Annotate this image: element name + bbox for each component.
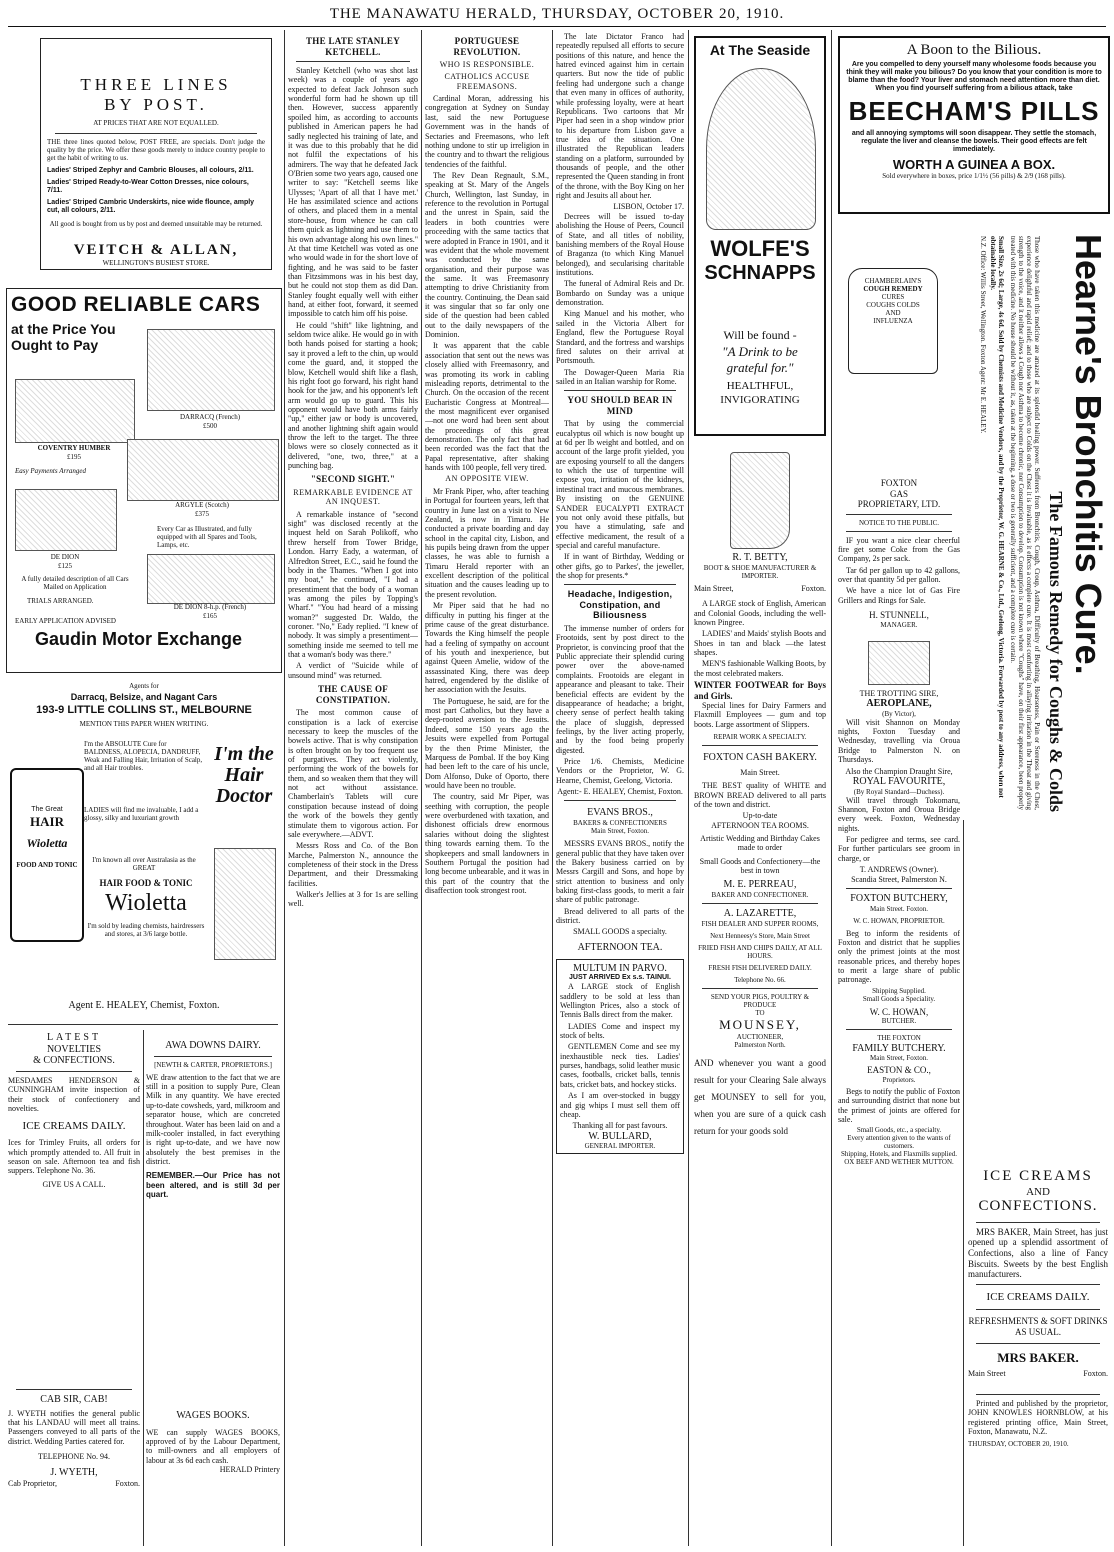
- lazarette-fish: FRIED FISH AND CHIPS DAILY, AT ALL HOURS.: [698, 943, 822, 961]
- hearne-body: Those who have taken this medicine are amazed at its splendid healing power. Sufferers from Bronchitis, Cough, Croup, Asthma, Difficulty of Breathing, Hoarseness, Pain or Soreness in the Chest, experience delightful and rapid relief; and to those who are subject to Colds on the Chest it is invaluable, as it effects a complete cure. It is most comforting in allaying irritation in the Throat and giving strength to the voice, and it neither allows a Cough nor Asthma to become chronic, nor Consumption to develop. Consumption is not known where "Coughs" have, on their first appearance, been properly treated with this medicine. No house should be without it, as, taken at the beginning, a dose or two is generally sufficient, and a complete cure is certain.: [1008, 236, 1041, 810]
- car5-price: £165: [203, 612, 217, 620]
- bakery-role: BAKER AND CONFECTIONER.: [711, 891, 809, 900]
- ice-1: ICE CREAMS: [983, 1168, 1093, 1184]
- cab-sign: [8, 1479, 140, 1488]
- latest-title-3: & CONFECTIONS.: [33, 1055, 115, 1067]
- beecham-intro: Are you compelled to deny yourself many wholesome foods because you think they will make you bilious? Do you know that your condition is more to blame than the food? Your liver and stomach need attention more than diet. When you find yourself suffering from a bilious attack, take: [846, 61, 1102, 93]
- beecham-body: and all annoying symptoms will soon disappear. They settle the stomach, regulate the liver and cleanse the bowels. Their good effects are felt immediately.: [851, 130, 1097, 154]
- portugal-para-1: Cardinal Moran, addressing his congregation at Sydney on Sunday last, said the new Portuguese Government was in the hands of Sectaries and Freemasons, who left nothing undone to stir up irreligion in the country and to thwart the religious tendencies of the faithful.: [425, 94, 549, 169]
- butchery-small-goods: Small Goods a Speciality.: [862, 994, 936, 1003]
- wages-title: WAGES BOOKS.: [176, 1410, 250, 1421]
- lazarette-delivered: FRESH FISH DELIVERED DAILY.: [708, 964, 812, 973]
- divider: [702, 988, 818, 989]
- multum-name: W. BULLARD,: [588, 1130, 652, 1142]
- family-5: Proprietors.: [882, 1075, 916, 1084]
- news-column-5: [556, 32, 684, 1546]
- beecham-worth: WORTH A GUINEA A BOX.: [892, 157, 1056, 173]
- gas-3: PROPRIETARY, LTD.: [857, 499, 941, 510]
- lisbon-para-1: The late Dictator Franco had repeatedly repulsed all efforts to secure positions of this nature, and hence the hatred evinced against him in certain quarters. But now the tide of public feeling had undergone such a change that even many in offices of authority, while professing loyalty, were at heart Republicans. Two cartoons that Mr Piper had seen in a shop window prior to his departure from Lisbon gave a true idea of the situation. One illustrated the Republican leaders standing on a platform, surrounded by thousands of people, and the other represented the Queen standing in front of the throne, with the Boy King on her right and Jesuits all about her.: [556, 32, 684, 201]
- mounsey-town: Palmerston North.: [734, 1040, 786, 1049]
- cham-4: COUGHS COLDS: [866, 301, 920, 310]
- butchery-para: Beg to inform the residents of Foxton and district that he supplies only the primest joints at the most reasonable prices, and thereby hopes to merit a large share of public patronage.: [838, 928, 960, 985]
- second-sight-para-1: A remarkable instance of "second sight" was disclosed recently at the inquest held on Sarah Polikoff, who threw herself from Tower Bridge, London. Harry Eady, a waterman, of Alfredton Street, E.C., said he found the body in the Thames. "When I got into my boat," he continued, "I had a presentiment that the body of a woman was among the piles by Topping's Wharf." "You had heard of a missing woman?" suggested Dr. Waldo, the coroner. "No," Eady replied. "I knew of nobody. It was simply a presentiment—something inside me seemed to tell me that a woman's body was there.": [288, 509, 418, 660]
- latest-body: MESDAMES HENDERSON & CUNNINGHAM invite inspection of their stock of confectionery and novelties.: [8, 1076, 140, 1114]
- divider: [846, 1029, 952, 1030]
- cars-headline: GOOD RELIABLE CARS: [11, 293, 261, 316]
- news-column-8: [968, 1168, 1108, 1548]
- butchery-owner: W. C. HOWAN, PROPRIETOR.: [853, 916, 945, 925]
- seaside-couple-illustration: [706, 68, 816, 230]
- cham-3: CURES: [881, 293, 905, 302]
- divider: [846, 531, 952, 532]
- ice-7: MRS BAKER.: [997, 1350, 1079, 1366]
- ross-para: Messrs Ross and Co. of the Bon Marche, Palmerston N., announce the completeness of their stock in the Dress Department, and their Dressmaking facilities.: [288, 841, 418, 888]
- gas-para-2: Tar 6d per gallon up to 42 gallons, over that quantity 5d per gallon.: [838, 565, 960, 585]
- family-8: Every attention given to the wants of customers.: [847, 1134, 951, 1151]
- opposite-para-1: Mr Frank Piper, who, after teaching in Portugal for fourteen years, left that country in June last on a visit to New Zealand, is now in Timaru. He conducted a private boarding and day school in the capital city, Lisbon, and his pupils being drawn from the upper classes, he was able to furnish a Timaru Herald reporter with an excellent description of the political situation and the causes leading up to the present revolution.: [425, 486, 549, 599]
- imprint-date: THURSDAY, OCTOBER 20, 1910.: [968, 1440, 1069, 1449]
- frootoids-para-2: Price 1/6. Chemists, Medicine Vendors or the Proprietor, W. G. Hearne, Chemist, Geelong, Victoria.: [556, 757, 684, 785]
- butchery-role: BUTCHER.: [881, 1017, 917, 1026]
- divider: [564, 390, 676, 391]
- awa-sub: [NEWTH & CARTER, PROPRIETORS.]: [154, 1060, 272, 1069]
- car-illustration-darracq: [147, 329, 275, 411]
- gas-role: MANAGER.: [880, 620, 918, 629]
- butchery-name: FOXTON BUTCHERY,: [850, 892, 948, 904]
- car1-label: DARRACQ (French): [179, 413, 241, 421]
- butchery-street: Main Street. Foxton.: [870, 904, 928, 913]
- frootoids-para-1: The immense number of orders for Frootoids, sent by post direct to the Proprietor, is convincing proof that the Public appreciate their splendid curing power over the above-named complaints. Frootoids are elegant in appearance and pleasant to take. Their beneficial effects are evident by the disappearance of headache; a bright, cheery sense of perfect health taking the place of sluggish, depressed feelings, by the liver acting properly, and by the food being properly digested.: [556, 623, 684, 755]
- family-para: Begs to notify the public of Foxton and surrounding district that none but the primest of joints are offered for sale.: [838, 1086, 960, 1124]
- ice-8: [968, 1369, 1108, 1378]
- multum-para-3: GENTLEMEN Come and see my inexhaustible neck ties. Ladies' purses, handbags, solid leather music cases, footballs, cricket balls, tennis bats, cricket bats, and hockey sticks.: [560, 1042, 680, 1089]
- seaside-title: At The Seaside: [709, 42, 811, 58]
- news-column-3: [288, 32, 418, 1546]
- bakery-uptodate: Up-to-date: [742, 811, 778, 821]
- trot-address: Scandia Street, Palmerston N.: [851, 874, 947, 884]
- mounsey-send: SEND YOUR PIGS, POULTRY & PRODUCE: [710, 993, 810, 1010]
- ketchell-para-2: He could "shift" like lightning, and seldom twice alike. He would go in with both hands poised for starting a hook; say it proved a left to the chin, up would come the guard, and, it stopped the blow, Ketchell would shift like a flash, his right foot go forward, his right hand hook for the jaw, and his opponent's left arm would go up to guard. This his opponent would have both arms fairly "up," either jaw or body is uncovered, and another lightning shift again would throw the left to the target. The three blows were so closely connected as it delivered, "one, two, three," at a punching bag.: [288, 320, 418, 471]
- column-rule: [688, 30, 689, 1546]
- ice-para: MRS BAKER, Main Street, has just opened up a splendid assortment of Confections, also a line of Fancy Biscuits. Sweets by the best English manufacturers.: [968, 1226, 1108, 1280]
- betty-trade: BOOT & SHOE MANUFACTURER & IMPORTER.: [703, 563, 817, 580]
- lisbon-para-3: The funeral of Admiral Reis and Dr. Bombardo on Sunday was a unique demonstration.: [556, 279, 684, 308]
- column-rule: [831, 30, 832, 1546]
- portugal-sub-2: CATHOLICS ACCUSE FREEMASONS.: [444, 72, 530, 91]
- wioletta-agent: Agent E. HEALEY, Chemist, Foxton.: [68, 1000, 220, 1011]
- butchery-sign: W. C. HOWAN,: [869, 1006, 929, 1017]
- cab-name: J. WYETH,: [50, 1467, 98, 1479]
- mounsey-name: MOUNSEY,: [719, 1017, 801, 1033]
- betty-address-street: Main Street,: [694, 583, 734, 593]
- awa-title: AWA DOWNS DAIRY.: [165, 1040, 261, 1051]
- bakery-para-1: THE BEST quality of WHITE and BROWN BREAD delivered to all parts of the town and district.: [694, 781, 826, 809]
- family-3: Main Street, Foxton.: [870, 1054, 928, 1063]
- gaudin-motor-ad: [6, 288, 282, 673]
- divider: [976, 1284, 1100, 1285]
- cham-6: INFLUENZA: [873, 317, 913, 326]
- evans-name: EVANS BROS.,: [587, 807, 653, 819]
- evans-tea: AFTERNOON TEA.: [577, 941, 663, 953]
- car-illustration-dedion: [15, 489, 117, 551]
- lisbon-para-4: King Manuel and his mother, who sailed in the Victoria Albert for England, flew the Portuguese Royal Standard, and the fortress and warships fired salutes on their arrival at Portsmouth.: [556, 309, 684, 366]
- trotting-horse-illustration: [868, 641, 930, 685]
- ice-8-street: Main Street: [968, 1368, 1006, 1378]
- divider: [976, 1309, 1100, 1310]
- hair-doctor-figure: [214, 848, 276, 960]
- family-4: EASTON & CO.,: [867, 1065, 931, 1076]
- wioletta-name: Wioletta: [105, 890, 187, 916]
- divider: [702, 745, 818, 746]
- hair-bottle-illustration: [10, 768, 84, 942]
- frootoids-agent: Agent:- E. HEALEY, Chemist, Foxton.: [557, 787, 683, 797]
- lisbon-para-2: Decrees will be issued to-day abolishing the House of Peers, Council of State, and all titles of nobility, banishing members of the Royal House of Braganza (to which King Manuel belonged), and secularising charitable institutions.: [556, 211, 684, 277]
- trot-2: AEROPLANE,: [866, 698, 932, 710]
- cab-body: J. WYETH notifies the general public that his LANDAU will meet all trains. Passengers conveyed to all parts of the district. Wedding Parties catered for.: [8, 1408, 140, 1446]
- divider: [154, 1056, 272, 1057]
- wages-books-ad: [146, 1410, 280, 1545]
- wolfe-line-1: Will be found -: [723, 328, 797, 342]
- column-rule: [421, 30, 422, 1546]
- divider: [55, 133, 257, 134]
- multum-para-2: LADIES Come and inspect my stock of belts.: [560, 1021, 680, 1041]
- gaudin-mention: MENTION THIS PAPER WHEN WRITING.: [79, 720, 209, 728]
- divider: [564, 584, 676, 585]
- veitch-tagline: WELLINGTON'S BUSIEST STORE.: [102, 259, 210, 268]
- cab-ad: [8, 1385, 140, 1545]
- car4-price: £125: [58, 562, 72, 570]
- opposite-para-2: Mr Piper said that he had no difficulty in putting his finger at the prime cause of the great disturbance. Towards the King himself the people had a feeling of sympathy on account of his youth and inexperience, but against Queen Amelie, widow of the assassinated King, there was deep hatred, engendered by the dislike of her association with the Jesuits.: [425, 601, 549, 695]
- divider: [976, 1394, 1100, 1395]
- bakery-cakes: Artistic Wedding and Birthday Cakes made to order: [700, 834, 820, 853]
- bakery-name: FOXTON CASH BAKERY.: [703, 752, 817, 764]
- lazarette-trade: FISH DEALER AND SUPPER ROOMS,: [701, 919, 819, 928]
- family-10: OX BEEF AND WETHER MUTTON.: [844, 1158, 954, 1167]
- trot-7: (By Royal Standard—Duchess).: [853, 787, 945, 796]
- hearne-sub: The Famous Remedy for Coughs & Colds: [1046, 491, 1066, 812]
- car5-label: DE DION 8-h.p. (French): [173, 603, 247, 611]
- family-1: THE FOXTON: [877, 1034, 921, 1043]
- butchery-shipping: Shipping Supplied.: [872, 986, 926, 995]
- wolfe-schnapps: SCHNAPPS: [704, 262, 816, 284]
- opposite-view-headline: AN OPPOSITE VIEW.: [445, 474, 529, 484]
- multum-title: MULTUM IN PARVO.: [573, 962, 667, 974]
- divider: [16, 1389, 132, 1390]
- latest-ice: ICE CREAMS DAILY.: [22, 1119, 126, 1132]
- portugal-headline: PORTUGUESE REVOLUTION.: [453, 36, 521, 57]
- betty-address-town: Foxton.: [801, 583, 826, 593]
- wages-sign: HERALD Printery: [219, 1465, 280, 1475]
- multum-thanks: Thanking all for past favours.: [572, 1121, 668, 1131]
- ice-6: REFRESHMENTS & SOFT DRINKS AS USUAL.: [968, 1316, 1108, 1337]
- veitch-line-1: Ladies' Striped Zephyr and Cambric Blouses, all colours, 2/11.: [47, 167, 254, 175]
- wioletta-known: I'm known all over Australasia as the GREAT: [92, 856, 196, 873]
- column-rule: [143, 1030, 144, 1546]
- hearne-nz: N.Z. Office: Willis Street, Wellington. Foxton Agent: Mr E. HEALEY.: [978, 236, 987, 434]
- family-2: FAMILY BUTCHERY.: [852, 1042, 946, 1054]
- gaudin-firm: Gaudin Motor Exchange: [35, 629, 243, 649]
- latest-title-2: NOVELTIES: [46, 1043, 102, 1055]
- cars-sub-2: Ought to Pay: [11, 337, 99, 353]
- boot-illustration: [730, 452, 790, 549]
- awa-downs-dairy-ad: [146, 1040, 280, 1340]
- betty-para-2: LADIES' and Maids' stylish Boots and Shoes in tan and black —the latest shapes.: [694, 629, 826, 657]
- cham-1: CHAMBERLAIN'S: [864, 277, 922, 285]
- bottle-label-1: The Great: [31, 806, 63, 813]
- portugal-sub-1: WHO IS RESPONSIBLE.: [439, 60, 535, 70]
- veitch-note: All good is bought from us by post and deemed unsuitable may be returned.: [49, 220, 263, 229]
- latest-call: GIVE US A CALL.: [42, 1179, 106, 1189]
- latest-novelties-ad: [8, 1032, 140, 1362]
- column-rule: [963, 820, 964, 1546]
- evans-bread: Bread delivered to all parts of the district.: [556, 906, 684, 926]
- lazarette-tel: Telephone No. 66.: [734, 976, 786, 985]
- car3-price: £375: [195, 510, 209, 518]
- bottle-label-3: Wioletta: [26, 836, 68, 851]
- gas-1: FOXTON: [880, 478, 918, 488]
- veitch-line-3: Ladies' Striped Cambric Underskirts, nice wide flounce, amply cut, all colours, 2/11.: [47, 199, 255, 215]
- column-rule: [284, 30, 285, 1546]
- trot-para-2: Will travel through Tokomaru, Shannon, Foxton and Oroua Bridge every week. Foxton, Wednesday nights.: [838, 795, 960, 833]
- multum-sub: JUST ARRIVED Ex s.s. TAINUI.: [569, 974, 671, 982]
- evans-trade: BAKERS & CONFECTIONERS: [573, 819, 667, 828]
- news-column-7: [838, 478, 960, 1544]
- cham-5: AND: [885, 309, 901, 318]
- lisbon-para-5: The Dowager-Queen Maria Ria sailed in an Italian warship for Rome.: [556, 367, 684, 386]
- car4-label: DE DION: [50, 553, 80, 561]
- bear-in-mind-para: That by using the commercial eucalyptus oil which is now bought up at 6d per lb weight and bottled, and on account of the large profit yielded, you are exposing yourself to all the dangers to which the use of turpentine will expose you, irritation of the kidneys, intestinal tract and mucous membranes. By insisting on the GENUINE SANDER EUCALYPTI EXTRACT you not only avoid these pitfalls, but you have a stimulating, safe and effective medicament, the result of a special and careful manufacture.: [556, 419, 684, 550]
- beecham-sold: Sold everywhere in boxes, price 1/1½ (56 pills) & 2/9 (168 pills).: [882, 172, 1066, 181]
- multum-para-1: A LARGE stock of English saddlery to be sold at less than Wellington Prices, also a stock of Tennis Balls direct from the maker.: [560, 982, 680, 1020]
- wioletta-ladies: LADIES will find me invaluable, I add a glossy, silky and luxuriant growth: [84, 806, 199, 823]
- ketchell-headline: THE LATE STANLEY KETCHELL.: [306, 36, 400, 57]
- gas-para-3: We have a nice lot of Gas Fire Grillers and Rings for Sale.: [838, 586, 960, 605]
- trot-3: (By Victor),: [882, 709, 916, 718]
- equipped-note: Every Car as Illustrated, and fully equipped with all Spares and Tools, Lamps, etc.: [157, 525, 257, 550]
- ice-8-town: Foxton.: [1083, 1368, 1108, 1378]
- trials-note: TRIALS ARRANGED.: [27, 597, 94, 605]
- wolfes-schnapps-ad: [694, 36, 826, 436]
- early-application: EARLY APPLICATION ADVISED: [15, 617, 116, 625]
- wolfe-line-2: "A Drink to be: [722, 344, 798, 359]
- frootoids-headline: Headache, Indigestion, Constipation, and Biliousness: [567, 589, 673, 621]
- news-column-6: [694, 552, 826, 1542]
- multum-para-4: As I am over-stocked in buggy and gig whips I must sell them off cheap.: [560, 1091, 680, 1119]
- trot-para-1: Will visit Shannon on Monday nights, Foxton Tuesday and Wednesday, travelling via Oroua Bridge to Palmerston N. on Thursdays.: [838, 717, 960, 765]
- bakery-small-goods: Small Goods and Confectionery—the best in town: [699, 856, 821, 876]
- wioletta-lead: I'm the ABSOLUTE Cure for BALDNESS, ALOPECIA, DANDRUFF, Weak and Falling Hair, Irritation of Scalp, and all Hair troubles.: [84, 740, 203, 773]
- second-sight-para-2: A verdict of "Suicide while of unsound mind" was returned.: [288, 661, 418, 680]
- trot-6: ROYAL FAVOURITE,: [852, 775, 946, 787]
- easy-payments: Easy Payments Arranged: [15, 467, 87, 475]
- car2-label: COVENTRY HUMBER: [37, 444, 111, 452]
- beecham-name: BEECHAM'S PILLS: [848, 96, 1100, 127]
- veitch-title-2: BY POST.: [104, 95, 208, 114]
- bear-in-mind-headline: YOU SHOULD BEAR IN MIND: [567, 395, 673, 416]
- hr: [8, 1024, 278, 1025]
- betty-para-3: MEN'S fashionable Walking Boots, by the most celebrated makers.: [694, 659, 826, 678]
- veitch-subtitle: AT PRICES THAT ARE NOT EQUALLED.: [93, 119, 219, 127]
- car1-price: £500: [203, 422, 217, 430]
- cars-sub-1: at the Price You: [11, 321, 116, 337]
- lazarette-address: Next Henneesy's Store, Main Street: [710, 931, 810, 940]
- wolfe-line-4: HEALTHFUL,: [726, 380, 794, 392]
- opposite-para-3: The Portuguese, he said, are for the most part Catholics, but they have a deep-rooted aversion to the Jesuits. Indeed, some 150 years ago the Jesuits were expelled from Portugal by the then Prime Minister, the Marquess de Pombal. If the boy King had been left to the care of his uncle, Dom Alfonso, Duke of Oporto, there would have been no trouble.: [425, 696, 549, 790]
- latest-body-2: Ices for Trimley Fruits, all orders for which promptly attended to. All fruit in season on sale. Afternoon tea and fish suppers. Telephone No. 36.: [8, 1138, 140, 1176]
- betty-winter: WINTER FOOTWEAR for Boys and Girls.: [694, 680, 826, 701]
- car-illustration-humber: [15, 379, 135, 443]
- opposite-para-4: The country, said Mr Piper, was seething with corruption, the people were overburdened with taxation, and dishonest officials drew enormous salaries without doing the slightest thing towards earning them. To the shopkeepers and small landowners in Southern Portugal the position had long become unbearable, and it was in this part of the country that the disaffection took strongest root.: [425, 792, 549, 895]
- bakery-tearooms: AFTERNOON TEA ROOMS.: [711, 820, 809, 830]
- constipation-headline: THE CAUSE OF CONSTIPATION.: [315, 684, 391, 705]
- veitch-title-1: THREE LINES: [80, 75, 232, 94]
- trot-5: Also the Champion Draught Sire,: [845, 766, 953, 776]
- trot-para-3: For pedigree and terms, see card. For further particulars see groom in charge, or: [838, 835, 960, 863]
- cham-2: COUGH REMEDY: [863, 285, 923, 294]
- wioletta-sold: I'm sold by leading chemists, hairdressers and stores, at 3/6 large bottle.: [87, 922, 205, 939]
- cab-sign-2: Foxton.: [115, 1479, 140, 1489]
- car2-price: £195: [67, 453, 81, 461]
- divider: [296, 61, 410, 62]
- hearne-title: Hearne's Bronchitis Cure.: [1068, 234, 1109, 675]
- gas-2: GAS: [889, 488, 908, 499]
- awa-remember: REMEMBER.—Our Price has not been altered, and is still 3d per quart.: [146, 1171, 280, 1200]
- betty-para-1: A LARGE stock of English, American and Colonial Goods, including the well-known Pingree.: [694, 599, 826, 627]
- gaudin-makes: Darracq, Belsize, and Nagant Cars: [70, 692, 218, 702]
- betty-name: R. T. BETTY,: [732, 552, 788, 563]
- veitch-line-2: Ladies' Striped Ready-to-Wear Cotton Dresses, nice colours, 7/11.: [47, 179, 249, 195]
- mounsey-role: AUCTIONEER,: [736, 1032, 784, 1041]
- ice-5: ICE CREAMS DAILY.: [986, 1290, 1090, 1303]
- awa-body: WE draw attention to the fact that we are still in a position to supply Pure, Clean Milk in any quantity. We have erected up-to-date cowsheds, yard, milkroom and separator house, which are concreted throughout. Water has been laid on and a milk-cooler installed, in fact everything is right up-to-date, and we have now absolutely the best premises in the district.: [146, 1072, 280, 1166]
- betty-para-4: Special lines for Dairy Farmers and Flaxmill Employees — gum and top boots. Large assortment of Slippers.: [694, 701, 826, 729]
- bottle-label-4: FOOD AND TONIC: [16, 861, 78, 870]
- family-7: Small Goods, etc., a specialty.: [856, 1126, 942, 1135]
- second-sight-sub: REMARKABLE EVIDENCE AT AN INQUEST.: [293, 488, 413, 507]
- gaudin-address: 193-9 LITTLE COLLINS ST., MELBOURNE: [36, 704, 252, 716]
- portugal-para-2: The Rev Dean Regnault, S.M., speaking at St. Mary of the Angels Church, Wellington, last Sunday, in reference to the revolution in Portugal and the unrest in Spain, said the leaders in both countries were proceeding with the same tactics that were adopted in France in 1901, and it was evident that the whole movement was conducted by the same organisation, and their purpose was the same. It was Freemasonry attempting to drive Christianity from the country. Continuing, the Dean said it was singular that so far only one side of the question had been cabled out to the daily newspapers of the Dominion.: [425, 170, 549, 340]
- latest-title-1: LATEST: [46, 1032, 102, 1043]
- wolfe-name: WOLFE'S: [710, 236, 810, 261]
- divider: [16, 1071, 132, 1072]
- bottle-label-2: HAIR: [30, 814, 64, 830]
- mounsey-to: TO: [755, 1009, 765, 1018]
- wages-body: WE can supply WAGES BOOKS, approved of by the Labour Department, to mill-owners and all employers of labour at 3s 6d each cash.: [146, 1427, 280, 1465]
- second-sight-headline: "SECOND SIGHT.": [310, 474, 396, 485]
- wolfe-line-5: INVIGORATING: [720, 394, 800, 406]
- gas-manager: H. STUNNELL,: [869, 610, 929, 621]
- masthead: THE MANAWATU HERALD, THURSDAY, OCTOBER 20, 1910.: [329, 6, 785, 22]
- evans-address: Main Street, Foxton.: [591, 827, 649, 836]
- evans-body: MESSRS EVANS BROS., notify the general public that they have taken over the Bakery business carried on by Messrs Cargill and Sons, and hope by strict attention to business and only baking first-class goods, to merit a fair share of public patronage.: [556, 839, 684, 905]
- veitch-firm: VEITCH & ALLAN,: [73, 242, 239, 259]
- lazarette-name: A. LAZARETTE,: [723, 908, 797, 920]
- bakery-proprietor: M. E. PERREAU,: [723, 879, 797, 891]
- multum-role: GENERAL IMPORTER.: [584, 1142, 656, 1151]
- mounsey-body: AND whenever you want a good result for your Clearing Sale always get MOUNSEY to sell for you, when you are sure of a quick cash return for your goods sold: [694, 1057, 826, 1136]
- portugal-para-3: It was apparent that the cable association that sent out the news was closely allied with Freemasonry, and was promoting its work in cabling misleading reports, detrimental to the Church. On the occasion of the recent Eucharistic Congress at Montreal—the most magnificent ever organised—not one word had been sent about the proceedings of this great demonstration. The only fact that had been recorded was the fact that the Papal representative, after shaking hands with 100 people, fell very tired.: [425, 341, 549, 473]
- betty-address: [694, 584, 826, 593]
- wioletta-ad: [8, 738, 280, 1028]
- lisbon-dateline: LISBON, October 17.: [613, 202, 684, 212]
- divider: [846, 888, 952, 889]
- wolfe-line-3: grateful for.": [726, 360, 794, 375]
- catalogue-note: A fully detailed description of all Cars Mailed on Application: [21, 575, 129, 592]
- cab-title: CAB SIR, CAB!: [40, 1394, 108, 1405]
- hair-doctor-slogan: I'm the Hair Doctor: [214, 743, 274, 807]
- constipation-para: The most common cause of constipation is a lack of exercise necessary to keep the muscles of the bowels active. That is why constipation is often brought on by too frequent use of purgatives. They act violently, performing the work of the bowels for them, and so weaken them that they will not act without assistance. Chamberlain's Tablets will cure constipation because instead of doing the work of the bowels they gently stimulate them to vigorous action. For sale everywhere.—ADVT.: [288, 708, 418, 839]
- trot-owner: T. ANDREWS (Owner).: [859, 865, 939, 875]
- divider: [976, 1343, 1100, 1344]
- gaudin-agents: Agents for: [129, 682, 159, 690]
- divider: [976, 1222, 1100, 1223]
- gas-para-1: IF you want a nice clear cheerful fire get some Coke from the Gas Company, 2s per sack.: [838, 535, 960, 564]
- beecham-title: A Boon to the Bilious.: [906, 42, 1042, 58]
- ice-3: CONFECTIONS.: [978, 1198, 1098, 1215]
- cab-tel: TELEPHONE No. 94.: [38, 1452, 110, 1462]
- divider: [564, 800, 676, 801]
- beechams-pills-ad: [838, 36, 1110, 214]
- news-column-4: [425, 32, 549, 1546]
- chamberlain-bottle: [848, 268, 938, 374]
- hearne-price: Small Size, 2s 6d; Large, 4s 6d. Sold by Chemists and Medicine Vendors, and by the Proprietor, W. G. HEARNE & Co., Ltd., Geelong, Victoria. Forwarded by post to any address, when not obtainable locally.: [988, 236, 1005, 798]
- parkes-para: If in want of Birthday, Wedding or other gifts, go to Parkes', the jeweller, the shop for presents.*: [556, 552, 684, 581]
- bakery-street: Main Street.: [740, 767, 780, 777]
- imprint: Printed and published by the proprietor, JOHN KNOWLES HORNBLOW, at his registered printing office, Main Street, Foxton, Manawatu, N.Z.: [968, 1398, 1108, 1437]
- family-9: Shipping, Hotels, and Flaxmills supplied.: [840, 1150, 958, 1159]
- masthead-rule: [8, 26, 1106, 27]
- trot-1: THE TROTTING SIRE,: [859, 688, 939, 698]
- cab-sign-1: Cab Proprietor,: [8, 1479, 58, 1489]
- veitch-allan-ad: [40, 38, 272, 270]
- wioletta-tonic: HAIR FOOD & TONIC: [99, 878, 193, 888]
- car-illustration-dedion-8hp: [147, 554, 275, 604]
- betty-repair: REPAIR WORK A SPECIALTY.: [713, 733, 807, 742]
- car-illustration-argyle: [127, 439, 279, 501]
- ketchell-para-1: Stanley Ketchell (who was shot last week) was a couple of years ago expected to defeat Jack Johnson such wonderful form had he shown up till then. However, success apparently spoiled him, as according to accounts published in American papers he had sadly neglected his training of late, and it was due to this probably that he did not fulfil the expectations of his admirers. The way that he defeated Jack O'Brien some two years ago, caused one writer to say: "Ketchell seems like Ulysses; 'Apart of all that I have met.' He has assimilated science and actions of others, and placed them in a mental store-house, from whence he can call them quick as lightning and use them to his own advantage along his own lines." At that time Ketchell was voted as one who would wade in for the short love of fighting, and he was said to be faster than Fitzsimmons was in his best day, but he could not stop them as did Dan. Stanley fought equally well with either hand, at either foot, forward, it seemed impossible to catch him off his poise.: [288, 66, 418, 319]
- car3-label: ARGYLE (Scotch): [175, 501, 229, 509]
- column-rule: [552, 30, 553, 1546]
- veitch-intro: THE three lines quoted below, POST FREE, are specials. Don't judge the quality by the price. We offer these goods merely to induce country people to get the habit of writing to us.: [47, 138, 265, 163]
- ice-2: AND: [1026, 1185, 1050, 1198]
- divider: [846, 514, 952, 515]
- evans-small-goods: SMALL GOODS a specialty.: [573, 927, 667, 937]
- divider: [702, 903, 818, 904]
- multum-in-parvo-ad: [556, 959, 684, 1155]
- walker-para: Walker's Jellies at 3 for 1s are selling well.: [288, 890, 418, 909]
- gas-notice: NOTICE TO THE PUBLIC.: [858, 518, 940, 527]
